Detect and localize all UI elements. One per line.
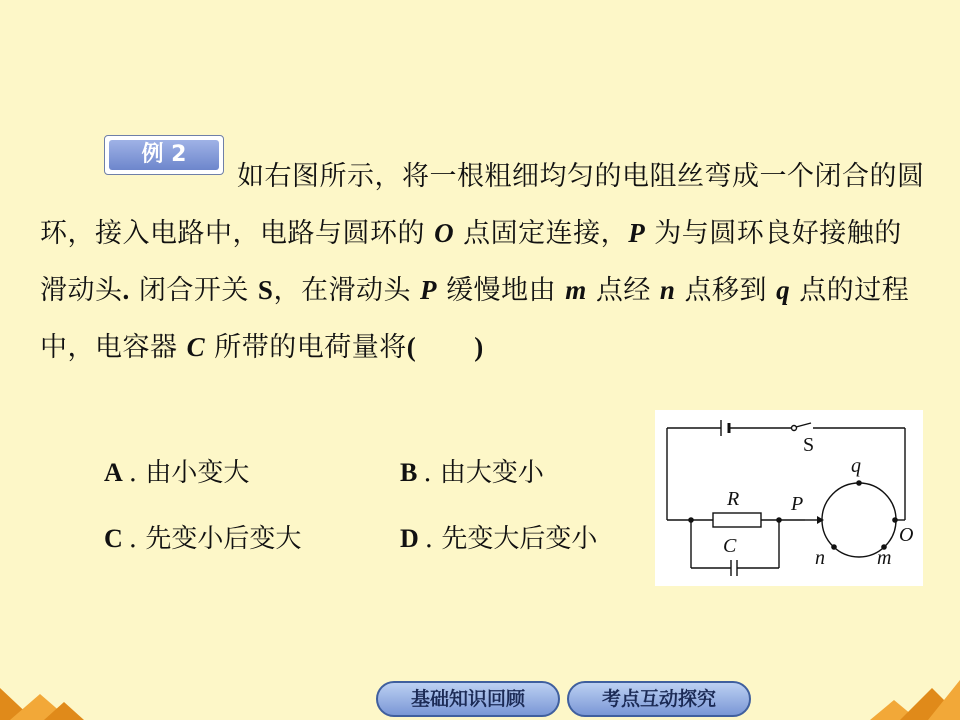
switch-s-label: S bbox=[803, 434, 815, 456]
choice-d[interactable]: D . 先变大后变小 bbox=[400, 524, 598, 554]
question-part: 点经 bbox=[586, 275, 660, 306]
point-o-label: O bbox=[899, 524, 914, 546]
choice-text: 先变大后变小 bbox=[441, 524, 598, 554]
choice-letter: B bbox=[400, 458, 418, 487]
choice-b[interactable]: B . 由大变小 bbox=[400, 458, 544, 488]
question-part: 点移到 bbox=[675, 275, 777, 306]
question-part: 闭合开关 bbox=[129, 275, 258, 306]
choice-letter: C bbox=[104, 524, 123, 553]
question-part: 所带的电荷量将 bbox=[205, 332, 407, 363]
point-n-label: n bbox=[659, 275, 676, 305]
choice-c[interactable]: C . 先变小后变大 bbox=[104, 524, 302, 554]
circuit-diagram bbox=[655, 410, 923, 586]
point-p-label: P bbox=[628, 218, 646, 248]
choice-text: 由大变小 bbox=[439, 458, 544, 488]
resistor-r-label: R bbox=[727, 488, 740, 510]
capacitor-c-label: C bbox=[186, 332, 206, 362]
nav-button-review[interactable]: 基础知识回顾 bbox=[376, 681, 560, 717]
answer-bracket-open: ( bbox=[406, 332, 417, 362]
choice-a[interactable]: A . 由小变大 bbox=[104, 458, 250, 488]
question-part: 为与圆环良好接触的滑动头 bbox=[40, 218, 902, 306]
choice-text: 先变小后变大 bbox=[145, 524, 302, 554]
question-part: 点固定连接， bbox=[454, 218, 629, 249]
point-m-label: m bbox=[877, 547, 892, 569]
answer-bracket-close: ) bbox=[474, 332, 484, 362]
capacitor-c-label: C bbox=[723, 535, 737, 557]
point-q-label: q bbox=[776, 275, 791, 305]
circuit-svg bbox=[655, 410, 923, 586]
question-text bbox=[40, 148, 925, 376]
example-badge-label: 例 2 bbox=[109, 140, 219, 170]
point-m-label: m bbox=[565, 275, 587, 305]
switch-s-label: S bbox=[257, 275, 274, 305]
corner-decoration-left bbox=[0, 680, 90, 720]
choice-letter: D bbox=[400, 524, 419, 553]
question-part: ，在滑动头 bbox=[273, 275, 421, 306]
point-p-label: P bbox=[791, 493, 804, 515]
point-q-label: q bbox=[851, 455, 861, 477]
choice-text: 由小变大 bbox=[145, 458, 250, 488]
question-part: 缓慢地由 bbox=[437, 275, 566, 306]
nav-button-explore[interactable]: 考点互动探究 bbox=[567, 681, 751, 717]
question-period: . bbox=[122, 275, 130, 305]
point-o-label: O bbox=[434, 218, 455, 248]
choice-letter: A bbox=[104, 458, 123, 487]
question-part: 如右图所示，将一根粗细均匀的电阻丝弯成一个闭合的圆环，接入电路中，电路与圆环的 bbox=[40, 161, 925, 249]
point-n-label: n bbox=[815, 547, 825, 569]
point-p-label: P bbox=[420, 275, 438, 305]
question-part: 点的过程中，电容器 bbox=[40, 275, 910, 363]
corner-decoration-right bbox=[850, 670, 960, 720]
